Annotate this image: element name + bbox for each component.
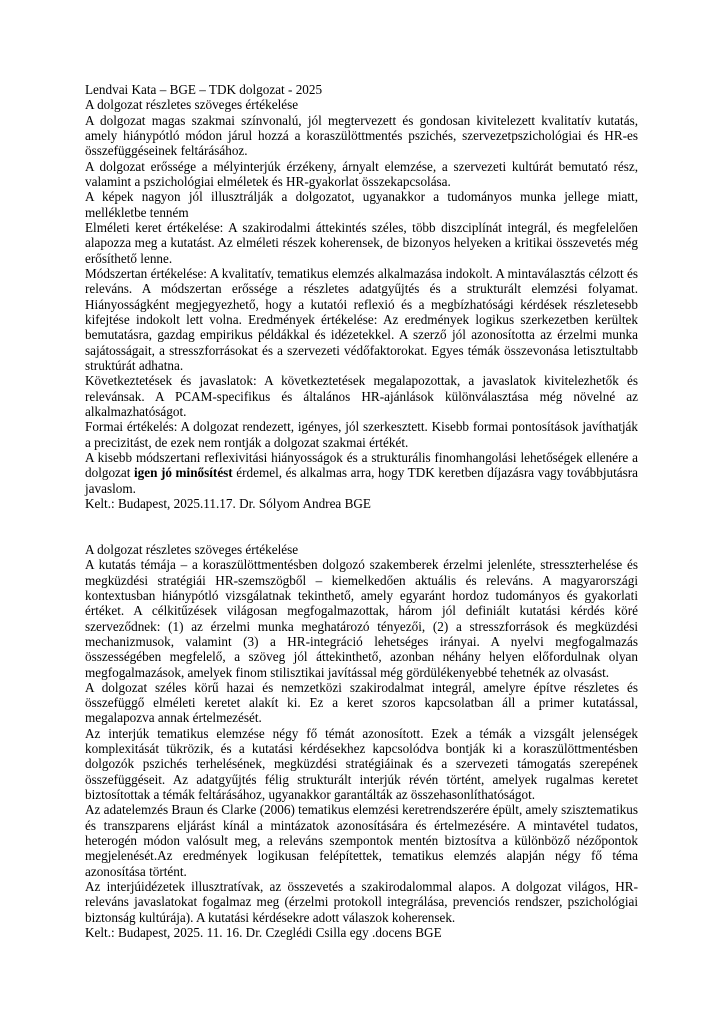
review-1-title: A dolgozat részletes szöveges értékelése: [85, 97, 299, 113]
review-1-signature-line: Kelt.: Budapest, 2025.11.17. Dr. Sólyom Andrea BGE: [85, 495, 371, 511]
document-body: [85, 82, 638, 940]
review-2-title: A dolgozat részletes szöveges értékelése: [85, 541, 299, 557]
review-1-paragraph: Formai értékelés: A dolgozat rendezett, igényes, jól szerkesztett. Kisebb formai pontosítások javíthatják a precizitást, de ezek nem rontják a dolgozat szakmai értékét.: [85, 419, 638, 450]
review-1-paragraph: Módszertan értékelése: A kvalitatív, tematikus elemzés alkalmazása indokolt. A mintaválasztás célzott és releváns. A módszertan erőssége a részletes adatgyűjtés és a strukturált elemzési folyamat. Hiányosságként megjegyezhető, hogy a kutatói reflexió és a megbízhatósági kérdések részletesebb kifejtése indokolt lett volna. Eredmények értékelése: Az eredmények logikus szerkezetben kerültek bemutatásra, gazdag empirikus példákkal és idézetekkel. A szerző jól azonosította az érzelmi munka sajátosságait, a stresszforrásokat és a szervezeti védőfaktorokat. Egyes témák összevonása letisztultabb struktúrát adhatna.: [85, 265, 638, 373]
review-1-paragraph: Következtetések és javaslatok: A következtetések megalapozottak, a javaslatok kivitelezhetők és relevánsak. A PCAM-specifikus és általános HR-ajánlások különválasztása még növelné az alkalmazhatóságot.: [85, 373, 638, 419]
review-1-paragraph: A dolgozat magas szakmai színvonalú, jól megtervezett és gondosan kivitelezett kvalitatív kutatás, amely hiánypótló módon járul hozzá a koraszülöttmentés pszichés, szervezetpszichológiai és HR-es összefüggéseinek feltárásához.: [85, 112, 638, 159]
review-section-1: [85, 82, 638, 511]
verdict-paragraph: [85, 450, 638, 496]
review-1-paragraph: A dolgozat erőssége a mélyinterjúk érzékeny, árnyalt elemzése, a szervezeti kultúrát bemutató rész, valamint a pszichológiai elméletek és HR-gyakorlat összekapcsolása.: [85, 158, 638, 189]
review-2-paragraph: Az interjúidézetek illusztratívak, az összevetés a szakirodalommal alapos. A dolgozat világos, HR-releváns javaslatokat fogalmaz meg (érzelmi protokoll integrálása, prevenciós rendszer, pszichológiai biztonság kultúrája). A kutatási kérdésekre adott válaszok koherensek.: [85, 879, 638, 925]
review-1-paragraph: Elméleti keret értékelése: A szakirodalmi áttekintés széles, több diszciplínát integrál, és megfelelően alapozza meg a kutatást. Az elméleti részek koherensek, de bizonyos helyeken a kritikai összevetés még erősíthető lenne.: [85, 219, 638, 266]
document-header: Lendvai Kata – BGE – TDK dolgozat - 2025: [85, 82, 323, 97]
review-section-2: [85, 542, 638, 941]
review-1-paragraph: A képek nagyon jól illusztrálják a dolgozatot, ugyanakkor a tudományos munka jellege miatt, mellékletbe tenném: [85, 189, 638, 220]
review-2-paragraph: A kutatás témája – a koraszülöttmentésben dolgozó szakemberek érzelmi jelenléte, stresszterhelése és megküzdési stratégiái HR-szemszögből – kiemelkedően aktuális és releváns. A magyarországi kontextusban hiánypótló vizsgálatnak tekinthető, amely egyaránt hordoz tudományos és gyakorlati értéket. A célkitűzések világosan megfogalmazottak, három jól definiált kutatási kérdés köré szerveződnek: (1) az érzelmi munka meghatározó tényezői, (2) a stresszforrások és megküzdési mechanizmusok, valamint (3) a HR-integráció lehetséges irányai. A nyelvi megfogalmazás összességében megfelelő, a szöveg jól áttekinthető, azonban néhány helyen előfordulnak olyan megfogalmazások, amelyek finom stilisztikai javítással még gördülékenyebbé tehetnék az olvasást.: [85, 557, 638, 680]
review-2-signature-line: Kelt.: Budapest, 2025. 11. 16. Dr. Czeglédi Csilla egy .docens BGE: [85, 925, 442, 941]
verdict-text-after: érdemel, és alkalmas arra, hogy TDK keretben díjazásra vagy továbbjutásra javaslom.: [85, 465, 638, 496]
review-2-paragraph: Az interjúk tematikus elemzése négy fő témát azonosított. Ezek a témák a vizsgált jelenségek komplexitását tükrözik, és a kutatási kérdésekhez kapcsolódva bontják ki a koraszülöttmentésben dolgozók pszichés terhelésének, megküzdési stratégiáinak és a szervezeti támogatás szerepének összefüggéseit. Az adatgyűjtés félig strukturált interjúk révén történt, amelyek rugalmas keretet biztosítottak a témák feltárásához, ugyanakkor garantálták az összehasonlíthatóságot.: [85, 725, 638, 803]
review-2-paragraph: Az adatelemzés Braun és Clarke (2006) tematikus elemzési keretrendszerére épült, amely szisztematikus és transzparens eljárást kínál a mintázatok azonosítására és értelmezésére. A mintavétel tudatos, heterogén módon valósult meg, a releváns szempontok mentén biztosítva a különböző nézőpontok megjelenését.Az eredmények logikusan felépítettek, tematikus elemzés alapján négy fő téma azonosítása történt.: [85, 802, 638, 879]
verdict-highlight: igen jó minősítést: [133, 465, 233, 481]
review-2-paragraph: A dolgozat széles körű hazai és nemzetközi szakirodalmat integrál, amelyre építve részletes és összefüggő elméleti keretet alakít ki. Ez a keret szoros kapcsolatban áll a primer kutatással, megalapozva annak értelmezését.: [85, 679, 638, 726]
verdict-text-before: A kisebb módszertani reflexivitási hiányosságok és a strukturális finomhangolási lehetőségek ellenére a dolgozat: [85, 449, 638, 481]
